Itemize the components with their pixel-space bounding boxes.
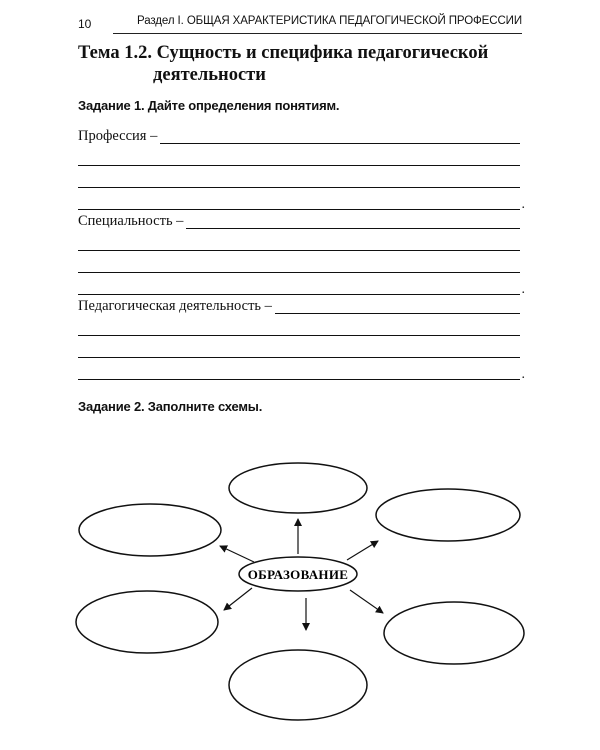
empty-box-top[interactable] bbox=[229, 463, 367, 513]
answer-rule bbox=[78, 187, 520, 188]
answer-rule bbox=[78, 357, 520, 358]
empty-box-upper-left[interactable] bbox=[79, 504, 221, 556]
answer-line[interactable] bbox=[78, 362, 525, 384]
answer-line[interactable] bbox=[78, 233, 522, 255]
answer-rule bbox=[78, 294, 520, 295]
answer-rule bbox=[78, 379, 520, 380]
definition-block-pedagogical-activity bbox=[78, 296, 525, 384]
header-divider bbox=[113, 33, 522, 34]
arrow-lower-right bbox=[350, 590, 383, 613]
term-label: Профессия – bbox=[78, 128, 160, 145]
empty-box-lower-left[interactable] bbox=[76, 591, 218, 653]
topic-title-line-2: деятельности bbox=[153, 65, 266, 85]
page-number: 10 bbox=[78, 17, 92, 31]
empty-box-bottom[interactable] bbox=[229, 650, 367, 720]
task-1-heading: Задание 1. Дайте определения понятиям. bbox=[78, 98, 340, 113]
center-node-label: ОБРАЗОВАНИЕ bbox=[247, 567, 349, 582]
term-label: Специальность – bbox=[78, 213, 186, 230]
answer-rule bbox=[78, 250, 520, 251]
arrow-upper-right bbox=[347, 541, 378, 560]
answer-line[interactable] bbox=[78, 211, 522, 233]
answer-rule bbox=[78, 165, 520, 166]
answer-line[interactable] bbox=[78, 318, 522, 340]
definition-block-specialty bbox=[78, 211, 525, 299]
education-scheme-diagram bbox=[0, 440, 600, 740]
answer-rule bbox=[78, 272, 520, 273]
topic-title-line-1: Тема 1.2. Сущность и специфика педагогической bbox=[78, 43, 489, 63]
answer-rule bbox=[78, 335, 520, 336]
answer-line[interactable] bbox=[78, 126, 522, 148]
answer-line[interactable] bbox=[78, 296, 522, 318]
empty-box-lower-right[interactable] bbox=[384, 602, 524, 664]
term-label: Педагогическая деятельность – bbox=[78, 298, 275, 315]
period-mark: . bbox=[521, 197, 525, 212]
task-2-heading: Задание 2. Заполните схемы. bbox=[78, 399, 263, 414]
empty-box-upper-right[interactable] bbox=[376, 489, 520, 541]
arrow-upper-left bbox=[220, 546, 254, 562]
period-mark: . bbox=[521, 367, 525, 382]
arrow-lower-left bbox=[224, 588, 252, 610]
period-mark: . bbox=[521, 282, 525, 297]
answer-line[interactable] bbox=[78, 170, 522, 192]
answer-line[interactable] bbox=[78, 255, 522, 277]
answer-line[interactable] bbox=[78, 340, 522, 362]
definition-block-profession bbox=[78, 126, 525, 214]
running-header: Раздел I. ОБЩАЯ ХАРАКТЕРИСТИКА ПЕДАГОГИЧЕСКОЙ ПРОФЕССИИ bbox=[137, 15, 522, 27]
answer-line[interactable] bbox=[78, 148, 522, 170]
answer-rule bbox=[78, 209, 520, 210]
topic-title bbox=[78, 42, 528, 86]
